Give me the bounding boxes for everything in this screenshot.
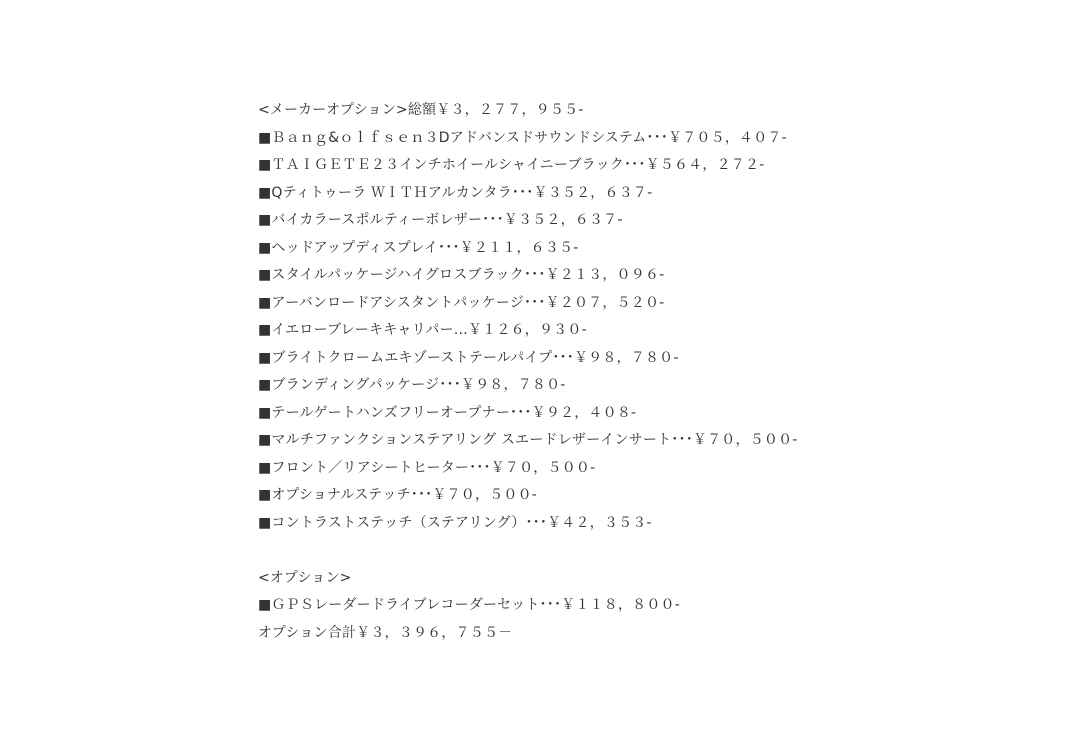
list-item: ■フロント／リアシートヒーター･･･￥７０，５００- [258, 459, 596, 476]
list-item: ■ブライトクロームエキゾーストテールパイプ･･･￥９８，７８０- [258, 349, 679, 366]
maker-options-header: <メーカーオプション>総額￥３，２７７，９５５- [258, 102, 584, 118]
list-item: ■Qティトゥーラ ＷＩＴＨアルカンタラ･･･￥３５２，６３７- [258, 184, 653, 201]
list-item: ■ヘッドアップディスプレイ･･･￥２１１，６３５- [258, 239, 579, 256]
list-item: ■オプショナルステッチ･･･￥７０，５００- [258, 487, 538, 503]
list-item: ■コントラストステッチ（ステアリング）･･･￥４２，３５３- [258, 514, 652, 531]
list-item: ■ＴＡＩＧＥＴＥ２３インチホイールシャイニーブラック･･･￥５６４，２７２- [258, 157, 765, 173]
options-list [258, 97, 1048, 647]
list-item: ■イエローブレーキキャリパー…￥１２６，９３０- [258, 322, 587, 338]
options-total: オプション合計￥３，３９６，７５５－ [258, 624, 513, 641]
list-item: ■スタイルパッケージハイグロスブラック･･･￥２１３，０９６- [258, 267, 665, 283]
list-item: ■アーバンロードアシスタントパッケージ･･･￥２０７，５２０- [258, 294, 665, 311]
list-item: ■マルチファンクションステアリング スエードレザーインサート･･･￥７０，５００- [258, 432, 798, 448]
spacer [258, 537, 1048, 565]
list-item: ■ブランディングパッケージ･･･￥９８，７８０- [258, 377, 566, 393]
options-header: <オプション> [258, 569, 352, 586]
list-item: ■Ｂａｎｇ&ｏｌｆｓｅｎ３Dアドバンスドサウンドシステム･･･￥７０５，４０７- [258, 129, 787, 146]
list-item: ■テールゲートハンズフリーオープナー･･･￥９２，４０８- [258, 404, 637, 421]
list-item: ■ＧＰＳレーダードライブレコーダーセット･･･￥１１８，８００- [258, 597, 680, 613]
list-item: ■バイカラースポルティーボレザー･･･￥３５２，６３７- [258, 212, 623, 228]
